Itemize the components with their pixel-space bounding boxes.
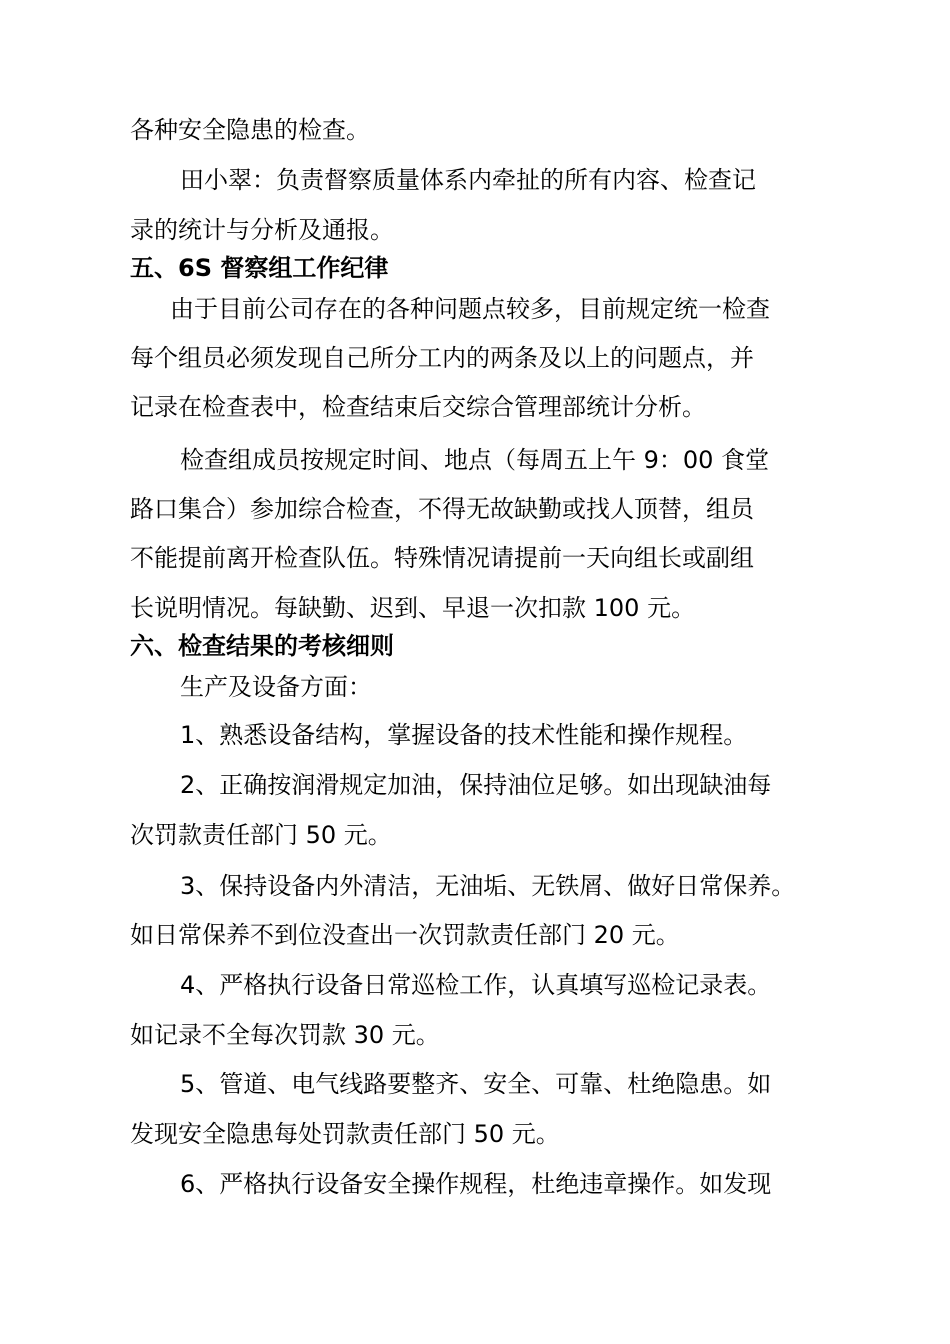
text-line: 次罚款责任部门 50 元。 [130, 821, 392, 849]
text-line: 田小翠：负责督察质量体系内牵扯的所有内容、检查记 [180, 166, 756, 194]
section-heading: 六、检查结果的考核细则 [130, 632, 394, 660]
text-line: 不能提前离开检查队伍。特殊情况请提前一天向组长或副组 [130, 544, 754, 572]
text-line: 2、正确按润滑规定加油，保持油位足够。如出现缺油每 [180, 771, 772, 799]
text-line: 检查组成员按规定时间、地点（每周五上午 9：00 食堂 [180, 446, 770, 474]
text-line: 发现安全隐患每处罚款责任部门 50 元。 [130, 1120, 560, 1148]
text-line: 长说明情况。每缺勤、迟到、早退一次扣款 100 元。 [130, 594, 696, 622]
text-line: 每个组员必须发现自己所分工内的两条及以上的问题点，并 [130, 344, 754, 372]
text-line: 记录在检查表中，检查结束后交综合管理部统计分析。 [130, 393, 706, 421]
text-line: 路口集合）参加综合检查，不得无故缺勤或找人顶替，组员 [130, 495, 754, 523]
section-heading: 五、6S 督察组工作纪律 [130, 254, 389, 282]
text-line: 各种安全隐患的检查。 [130, 116, 370, 144]
text-line: 生产及设备方面： [180, 673, 372, 701]
text-line: 3、保持设备内外清洁，无油垢、无铁屑、做好日常保养。 [180, 872, 796, 900]
text-line: 由于目前公司存在的各种问题点较多，目前规定统一检查 [170, 295, 770, 323]
text-line: 如记录不全每次罚款 30 元。 [130, 1021, 440, 1049]
text-line: 1、熟悉设备结构，掌握设备的技术性能和操作规程。 [180, 721, 748, 749]
text-line: 如日常保养不到位没查出一次罚款责任部门 20 元。 [130, 921, 680, 949]
text-line: 录的统计与分析及通报。 [130, 216, 394, 244]
text-line: 5、管道、电气线路要整齐、安全、可靠、杜绝隐患。如 [180, 1070, 772, 1098]
text-line: 6、严格执行设备安全操作规程，杜绝违章操作。如发现 [180, 1170, 772, 1198]
text-line: 4、严格执行设备日常巡检工作，认真填写巡检记录表。 [180, 971, 772, 999]
